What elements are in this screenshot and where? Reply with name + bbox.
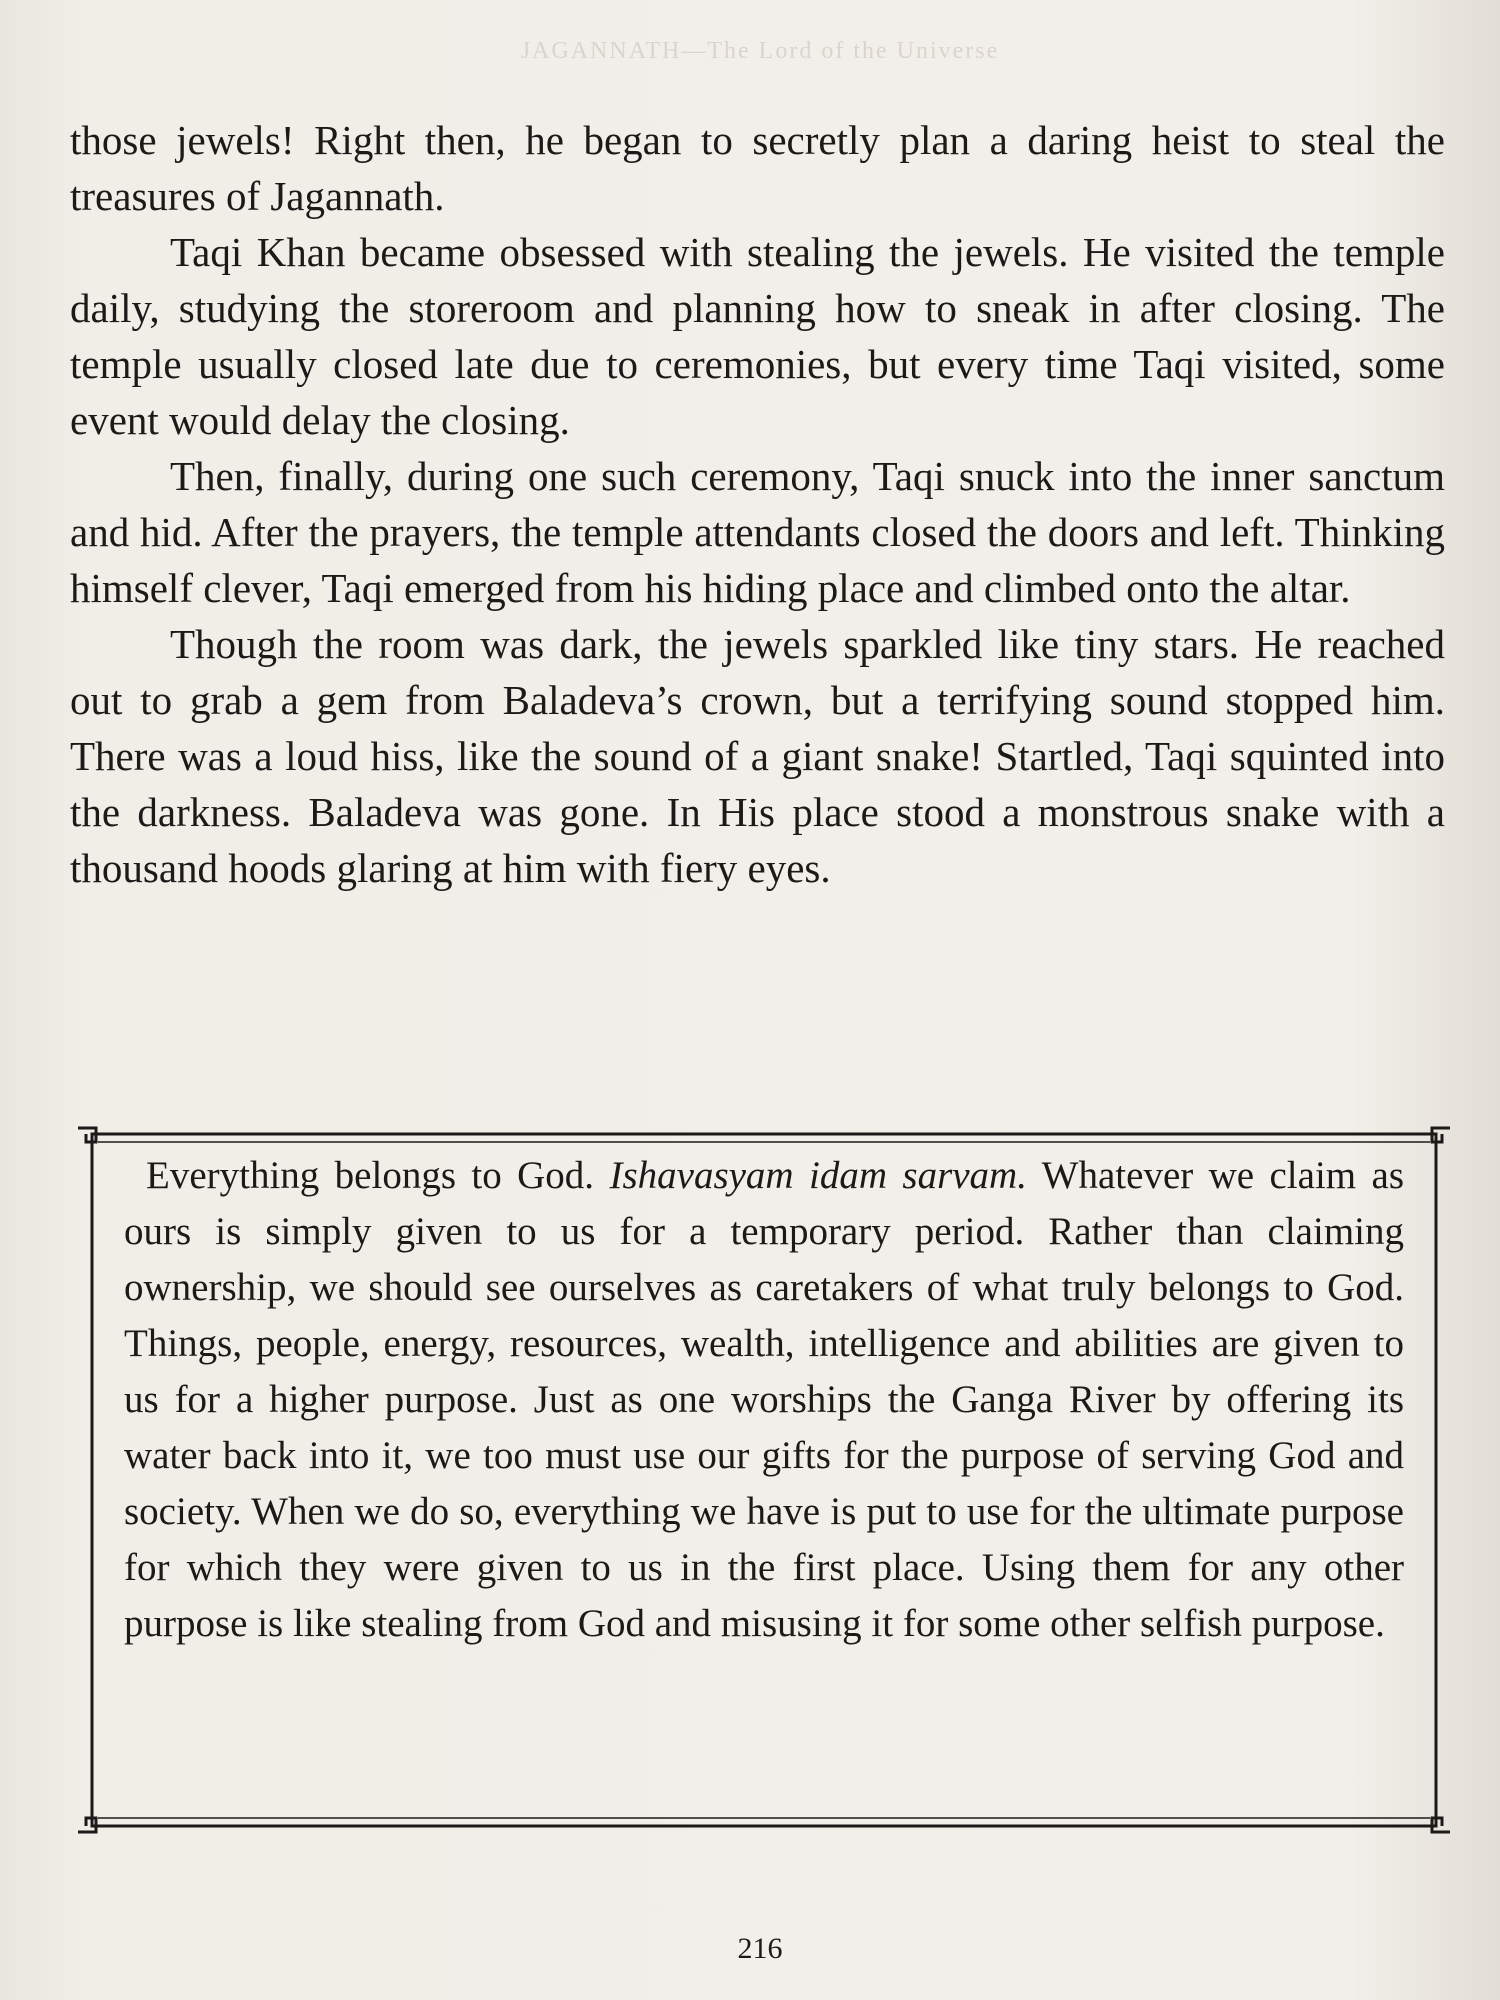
callout-body: Whatever we claim as ours is simply given to us for a temporary period. Rather than claiming ownership, we should see ourselves as caretakers of what truly belongs to God. Things, people, energy, resources, wealth, intelligence and abilities are given to us for a higher purpose. Just as one worships the Ganga River by offering its water back into it, we too must use our gifts for the purpose of serving God and society. When we do so, everything we have is put to use for the ultimate purpose for which they were given to us in the first place. Using them for any other purpose is like stealing from God and misusing it for some other selfish purpose. [124,1154,1405,1645]
callout-box [78,1120,1450,1840]
callout-lead: Everything belongs to God. [146,1154,595,1197]
paragraph-2: Taqi Khan became obsessed with stealing the jewels. He visited the temple daily, studying the storeroom and planning how to sneak in after closing. The temple usually closed late due to ceremonies, but every time Taqi visited, some event would delay the closing. [70,229,1445,443]
callout-text [124,1148,1404,1652]
page-number: 216 [737,1932,783,1965]
paragraph-4: Though the room was dark, the jewels sparkled like tiny stars. He reached out to grab a gem from Baladeva’s crown, but a terrifying sound stopped him. There was a loud hiss, like the sound of a giant snake! Startled, Taqi squinted into the darkness. Baladeva was gone. In His place stood a monstrous snake with a thousand hoods glaring at him with fiery eyes. [70,621,1445,891]
main-text [70,112,1445,896]
paragraph-1: those jewels! Right then, he began to secretly plan a daring heist to steal the treasures of Jagannath. [70,117,1445,219]
callout-verse: Ishavasyam idam sarvam. [609,1154,1027,1197]
running-head: JAGANNATH—The Lord of the Universe [520,38,1000,64]
paragraph-3: Then, finally, during one such ceremony, Taqi snuck into the inner sanctum and hid. After the prayers, the temple attendants closed the doors and left. Thinking himself clever, Taqi emerged from his hiding place and climbed onto the altar. [70,453,1445,611]
